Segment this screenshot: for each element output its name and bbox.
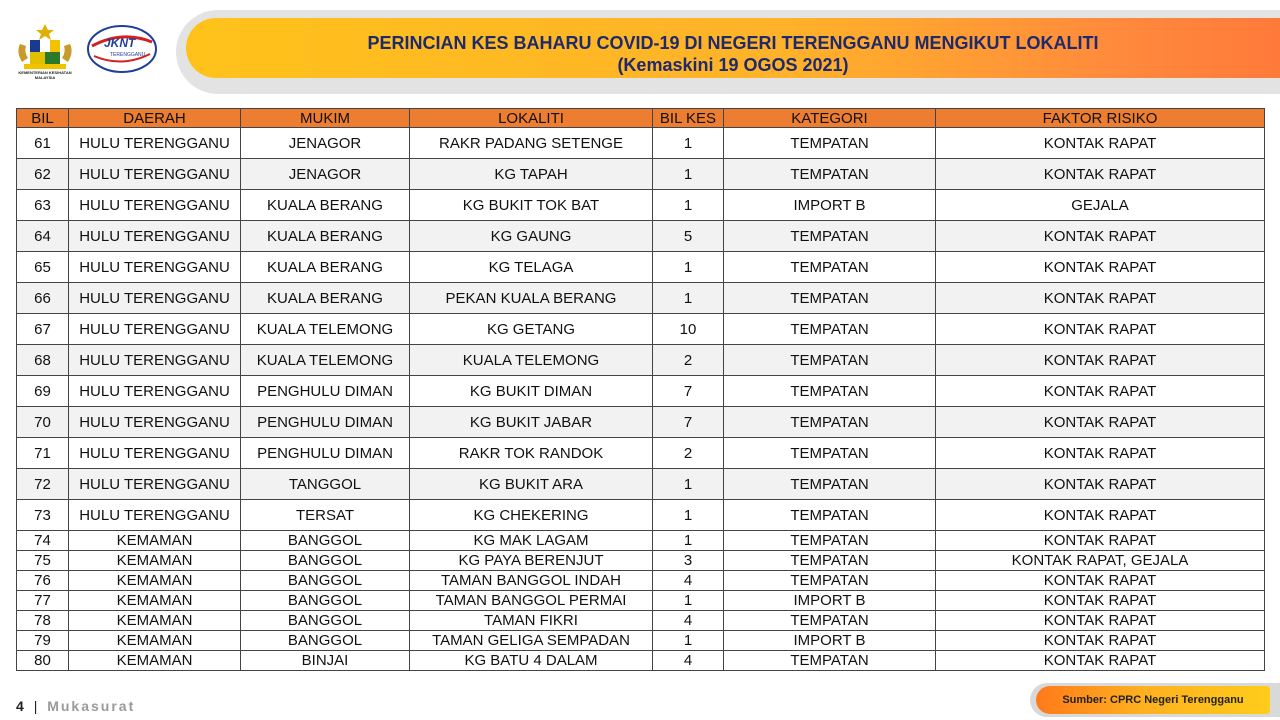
table-row	[17, 531, 1265, 551]
cell-daerah: HULU TERENGGANU	[69, 159, 241, 190]
cell-daerah: HULU TERENGGANU	[69, 376, 241, 407]
cell-bil-kes: 4	[653, 571, 724, 591]
cell-bil: 69	[17, 376, 69, 407]
cell-kategori: IMPORT B	[724, 591, 936, 611]
table-row	[17, 252, 1265, 283]
table-row	[17, 376, 1265, 407]
table-row	[17, 190, 1265, 221]
page-number-value: 4	[16, 698, 24, 714]
kkm-caption: KEMENTERIAN KESIHATAN MALAYSIA	[18, 70, 72, 80]
cell-lokaliti: RAKR TOK RANDOK	[410, 438, 653, 469]
cell-lokaliti: RAKR PADANG SETENGE	[410, 128, 653, 159]
cell-daerah: KEMAMAN	[69, 531, 241, 551]
cell-mukim: KUALA TELEMONG	[241, 345, 410, 376]
cell-faktor-risiko: KONTAK RAPAT	[936, 591, 1265, 611]
cell-bil-kes: 5	[653, 221, 724, 252]
cell-mukim: BINJAI	[241, 651, 410, 671]
cell-lokaliti: KG BUKIT TOK BAT	[410, 190, 653, 221]
page-number-separator: |	[33, 698, 38, 714]
table-row	[17, 500, 1265, 531]
cell-bil: 72	[17, 469, 69, 500]
cell-lokaliti: KG BATU 4 DALAM	[410, 651, 653, 671]
cell-kategori: TEMPATAN	[724, 651, 936, 671]
cell-faktor-risiko: KONTAK RAPAT	[936, 438, 1265, 469]
cell-mukim: KUALA BERANG	[241, 283, 410, 314]
cell-mukim: KUALA TELEMONG	[241, 314, 410, 345]
table-row	[17, 314, 1265, 345]
cell-faktor-risiko: KONTAK RAPAT	[936, 159, 1265, 190]
source-badge: Sumber: CPRC Negeri Terengganu	[1036, 686, 1270, 714]
cell-daerah: HULU TERENGGANU	[69, 345, 241, 376]
cell-faktor-risiko: KONTAK RAPAT	[936, 252, 1265, 283]
table-row	[17, 651, 1265, 671]
cell-daerah: HULU TERENGGANU	[69, 407, 241, 438]
cell-kategori: TEMPATAN	[724, 283, 936, 314]
page-number-label: Mukasurat	[47, 698, 136, 714]
cell-lokaliti: KG TAPAH	[410, 159, 653, 190]
cell-lokaliti: TAMAN BANGGOL INDAH	[410, 571, 653, 591]
cell-kategori: TEMPATAN	[724, 252, 936, 283]
cell-bil-kes: 4	[653, 651, 724, 671]
cell-bil: 74	[17, 531, 69, 551]
cell-mukim: PENGHULU DIMAN	[241, 407, 410, 438]
cell-daerah: KEMAMAN	[69, 611, 241, 631]
cell-faktor-risiko: KONTAK RAPAT	[936, 531, 1265, 551]
cell-bil: 71	[17, 438, 69, 469]
cell-faktor-risiko: KONTAK RAPAT	[936, 283, 1265, 314]
cell-kategori: TEMPATAN	[724, 128, 936, 159]
cell-lokaliti: KUALA TELEMONG	[410, 345, 653, 376]
cell-bil-kes: 1	[653, 190, 724, 221]
cell-mukim: KUALA BERANG	[241, 190, 410, 221]
cell-daerah: HULU TERENGGANU	[69, 128, 241, 159]
cell-kategori: TEMPATAN	[724, 345, 936, 376]
cell-kategori: TEMPATAN	[724, 500, 936, 531]
cell-bil: 76	[17, 571, 69, 591]
cell-lokaliti: TAMAN GELIGA SEMPADAN	[410, 631, 653, 651]
cell-mukim: TERSAT	[241, 500, 410, 531]
cell-bil: 66	[17, 283, 69, 314]
cell-bil: 65	[17, 252, 69, 283]
cell-mukim: BANGGOL	[241, 571, 410, 591]
table-row	[17, 407, 1265, 438]
cell-daerah: HULU TERENGGANU	[69, 469, 241, 500]
cell-bil: 64	[17, 221, 69, 252]
cell-lokaliti: TAMAN BANGGOL PERMAI	[410, 591, 653, 611]
col-header-lokaliti: LOKALITI	[410, 109, 653, 128]
cell-bil: 78	[17, 611, 69, 631]
cell-lokaliti: KG BUKIT JABAR	[410, 407, 653, 438]
cell-bil: 77	[17, 591, 69, 611]
cell-daerah: KEMAMAN	[69, 631, 241, 651]
cell-faktor-risiko: KONTAK RAPAT	[936, 376, 1265, 407]
cell-bil-kes: 7	[653, 407, 724, 438]
cell-faktor-risiko: KONTAK RAPAT, GEJALA	[936, 551, 1265, 571]
cell-faktor-risiko: KONTAK RAPAT	[936, 407, 1265, 438]
cell-bil: 80	[17, 651, 69, 671]
cell-daerah: HULU TERENGGANU	[69, 314, 241, 345]
cell-faktor-risiko: KONTAK RAPAT	[936, 469, 1265, 500]
col-header-kategori: KATEGORI	[724, 109, 936, 128]
cell-faktor-risiko: KONTAK RAPAT	[936, 571, 1265, 591]
cell-daerah: HULU TERENGGANU	[69, 500, 241, 531]
page-number	[16, 698, 135, 714]
cell-lokaliti: KG MAK LAGAM	[410, 531, 653, 551]
cell-bil: 73	[17, 500, 69, 531]
cell-kategori: TEMPATAN	[724, 551, 936, 571]
cell-kategori: TEMPATAN	[724, 159, 936, 190]
table-row	[17, 345, 1265, 376]
cell-mukim: KUALA BERANG	[241, 221, 410, 252]
cell-bil-kes: 1	[653, 128, 724, 159]
page-title-line2: (Kemaskini 19 OGOS 2021)	[617, 55, 849, 75]
cell-faktor-risiko: KONTAK RAPAT	[936, 651, 1265, 671]
cell-bil-kes: 1	[653, 631, 724, 651]
cell-mukim: JENAGOR	[241, 159, 410, 190]
cell-mukim: KUALA BERANG	[241, 252, 410, 283]
cell-kategori: TEMPATAN	[724, 531, 936, 551]
table-row	[17, 631, 1265, 651]
jknt-logo-sub: TERENGGANU	[110, 52, 146, 58]
cell-faktor-risiko: KONTAK RAPAT	[936, 611, 1265, 631]
cell-lokaliti: KG PAYA BERENJUT	[410, 551, 653, 571]
cell-kategori: TEMPATAN	[724, 469, 936, 500]
cell-bil: 67	[17, 314, 69, 345]
cell-mukim: BANGGOL	[241, 611, 410, 631]
cell-mukim: BANGGOL	[241, 591, 410, 611]
cell-bil: 68	[17, 345, 69, 376]
cell-daerah: KEMAMAN	[69, 591, 241, 611]
cell-bil: 63	[17, 190, 69, 221]
cell-bil-kes: 1	[653, 531, 724, 551]
cell-faktor-risiko: KONTAK RAPAT	[936, 500, 1265, 531]
cell-bil-kes: 1	[653, 159, 724, 190]
cell-mukim: BANGGOL	[241, 631, 410, 651]
kkm-logo	[14, 22, 76, 84]
cell-mukim: BANGGOL	[241, 531, 410, 551]
table-header-row	[17, 109, 1265, 128]
table-row	[17, 159, 1265, 190]
cell-daerah: KEMAMAN	[69, 551, 241, 571]
cell-bil-kes: 1	[653, 469, 724, 500]
coat-of-arms-icon	[14, 22, 76, 70]
cell-bil-kes: 4	[653, 611, 724, 631]
cell-daerah: HULU TERENGGANU	[69, 438, 241, 469]
table-row	[17, 591, 1265, 611]
cell-bil: 70	[17, 407, 69, 438]
cell-mukim: JENAGOR	[241, 128, 410, 159]
col-header-mukim: MUKIM	[241, 109, 410, 128]
page-title-line1: PERINCIAN KES BAHARU COVID-19 DI NEGERI TERENGGANU MENGIKUT LOKALITI	[367, 33, 1099, 53]
cell-faktor-risiko: KONTAK RAPAT	[936, 221, 1265, 252]
cell-kategori: TEMPATAN	[724, 438, 936, 469]
cell-daerah: HULU TERENGGANU	[69, 283, 241, 314]
cell-lokaliti: KG GETANG	[410, 314, 653, 345]
table-row	[17, 283, 1265, 314]
cell-lokaliti: PEKAN KUALA BERANG	[410, 283, 653, 314]
cell-lokaliti: KG TELAGA	[410, 252, 653, 283]
cell-bil: 61	[17, 128, 69, 159]
cell-bil-kes: 2	[653, 345, 724, 376]
cell-kategori: IMPORT B	[724, 190, 936, 221]
cell-bil-kes: 10	[653, 314, 724, 345]
cell-kategori: TEMPATAN	[724, 376, 936, 407]
cell-lokaliti: TAMAN FIKRI	[410, 611, 653, 631]
table-row	[17, 469, 1265, 500]
cell-bil-kes: 7	[653, 376, 724, 407]
cell-bil: 75	[17, 551, 69, 571]
cell-faktor-risiko: KONTAK RAPAT	[936, 128, 1265, 159]
cell-lokaliti: KG BUKIT ARA	[410, 469, 653, 500]
cell-kategori: TEMPATAN	[724, 407, 936, 438]
cell-faktor-risiko: GEJALA	[936, 190, 1265, 221]
cell-faktor-risiko: KONTAK RAPAT	[936, 345, 1265, 376]
cell-faktor-risiko: KONTAK RAPAT	[936, 631, 1265, 651]
cell-kategori: TEMPATAN	[724, 221, 936, 252]
col-header-bil: BIL	[17, 109, 69, 128]
cell-kategori: TEMPATAN	[724, 314, 936, 345]
cell-daerah: KEMAMAN	[69, 571, 241, 591]
cell-bil: 79	[17, 631, 69, 651]
table-row	[17, 611, 1265, 631]
cell-kategori: IMPORT B	[724, 631, 936, 651]
cell-daerah: HULU TERENGGANU	[69, 221, 241, 252]
cell-bil: 62	[17, 159, 69, 190]
cell-mukim: TANGGOL	[241, 469, 410, 500]
col-header-daerah: DAERAH	[69, 109, 241, 128]
cell-faktor-risiko: KONTAK RAPAT	[936, 314, 1265, 345]
table-row	[17, 128, 1265, 159]
cell-bil-kes: 1	[653, 283, 724, 314]
cell-bil-kes: 2	[653, 438, 724, 469]
cell-mukim: PENGHULU DIMAN	[241, 376, 410, 407]
cell-bil-kes: 3	[653, 551, 724, 571]
cell-daerah: HULU TERENGGANU	[69, 252, 241, 283]
cell-bil-kes: 1	[653, 252, 724, 283]
cell-daerah: HULU TERENGGANU	[69, 190, 241, 221]
col-header-bil-kes: BIL KES	[653, 109, 724, 128]
cell-daerah: KEMAMAN	[69, 651, 241, 671]
table-row	[17, 551, 1265, 571]
cell-mukim: PENGHULU DIMAN	[241, 438, 410, 469]
page-title	[186, 32, 1280, 76]
cell-bil-kes: 1	[653, 591, 724, 611]
table-row	[17, 438, 1265, 469]
table-row	[17, 571, 1265, 591]
jknt-logo-text: JKNT	[104, 36, 136, 50]
cell-kategori: TEMPATAN	[724, 611, 936, 631]
cell-lokaliti: KG GAUNG	[410, 221, 653, 252]
cell-mukim: BANGGOL	[241, 551, 410, 571]
col-header-faktor-risiko: FAKTOR RISIKO	[936, 109, 1265, 128]
cell-lokaliti: KG BUKIT DIMAN	[410, 376, 653, 407]
cell-kategori: TEMPATAN	[724, 571, 936, 591]
cell-bil-kes: 1	[653, 500, 724, 531]
cases-table	[16, 108, 1265, 671]
cell-lokaliti: KG CHEKERING	[410, 500, 653, 531]
table-row	[17, 221, 1265, 252]
